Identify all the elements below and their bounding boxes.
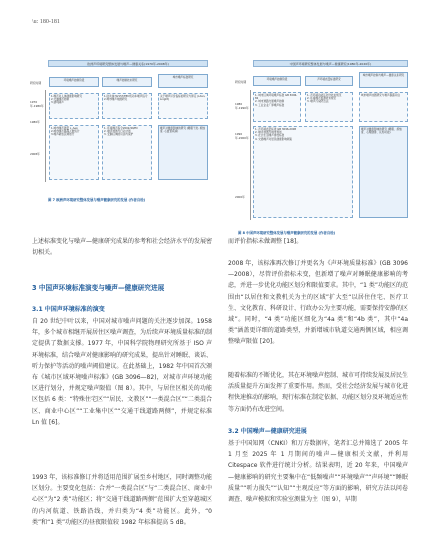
left-paragraph-2: 1993 年，该标准修订并将适用范围扩展至乡村地区，同时调整功能区划分。主要变化包括：合并“一类混合区”与“二类混合区、商业中心区”为“2 类”功能区；将“交通干线道路两侧”范围扩大至穿越城区的内河航道、铁路沿线，并归类为“4 类”功能区。此外，“0 类”和“1 类”功能区的昼夜限值较 1982 年标准提高 5 dB。: [32, 474, 212, 526]
figure-7-column-header: 噪声控制技术研究: [102, 77, 152, 87]
figure-7-column-header: 环境噪声控制阶段: [49, 77, 99, 87]
figure-8-period-label: 2000年: [235, 195, 245, 199]
figure-8-column-header: 城市噪声控制与噪声—健康关系研究: [359, 72, 408, 88]
figure-7: [30, 60, 210, 195]
figure-8: [235, 60, 410, 230]
figure-7-box: 1. 环境噪声指令2002/49/EC 2. 噪声地图与行动计划 3. 安静区域的识别与保护: [102, 125, 152, 180]
right-paragraph-0: 而评价指标未做调整 [18]。: [228, 238, 303, 245]
figure-7-period-label: 1980年: [30, 120, 40, 124]
figure-8-header-row-label: 研究时期: [235, 80, 247, 84]
figure-7-box: 1.欧共体70/157/EEC机动车噪声指令 2.城市噪声地图研究: [102, 93, 152, 119]
figure-8-period-label: 1990年-2000年: [235, 132, 249, 140]
subsection-3-1-heading: 3.1 中国声环境标准的演变: [32, 306, 105, 313]
figure-7-column-header: 城市噪声标准研究: [158, 74, 208, 88]
section-3-heading: 3 中国声环境标准演变与噪声—健康研究进展: [32, 284, 165, 292]
figure-8-box: 1. 城市区域环境噪声标准 GB 3096-82 2. 城市道路交通噪声控制 3. 工业企业厂界噪声标准: [253, 92, 301, 122]
figure-7-box: 噪声对健康影响的研究 (睡眠干扰, 烦恼度, 心血管疾病): [158, 125, 208, 180]
left-intro-paragraph: 上述标准变化与噪声—健康研究成果的参考和社会经济水平的发展密切相关。: [32, 238, 213, 257]
figure-7-header-row-label: 研究时期: [30, 81, 42, 85]
figure-8-timeline: [250, 90, 251, 220]
right-paragraph-1: 2008 年，该标准再次修订并更名为《声环境质量标准》(GB 3096—2008），尽管评价指标未变，但新增了噪声对睡眠健康影响的考虑，并进一步优化功能区划分和限值要求。其中，“1 类”功能区的范围由“以居住和文教机关为主的区域”扩大至“以居住住宅、医疗卫生、文化教育、科研设计、行政办公为主要功能，需要保持安静的区域”。同时，“4 类”功能区细化为“4a 类”和“4b 类”，其中“4a 类”涵盖更详细的道路类型，并新增城市轨道交通两侧区域，相应调整噪声限值 [20]。: [228, 260, 409, 346]
figure-7-box: 关于噪声评价指标的研究与界定 (Lden, Lnight): [158, 93, 208, 119]
figure-8-column-header: 环境噪声控制阶段: [253, 76, 301, 86]
page-header: \u: 180-181: [32, 19, 60, 25]
right-paragraph-3: 基于中国知网（CNKI）和万方数据库，笔者汇总并筛选了 2005 年 1 月至 2025 年 1 月期间的噪声—健康相关文献，并利用 Citespace 软件进行统计分析。结果表明，近 20 年来，中国噪声—健康影响的研究主要集中在“低频噪声”“环境噪声”“声环境”“睡眠质量”“听力损失”“认知”“主观反应”等方面的影响，研究方法以问卷调查、噪声模拟和实验室测量为主（图 9），早期: [228, 440, 408, 504]
left-paragraph-1: 自 20 世纪中叶以来，中国对城市噪声问题的关注逐步加深。1958 年，多个城市相继开展居住区噪声调查，为后续声环境质量标准的制定提供了数据支撑。1977 年，中国科学院物理研究所基于 ISO 声环境标准，结合噪声对健康影响的研究成果，提出针对睡眠、谈话、听力保护等活动的噪声阈值建议。在此基础上，1982 年中国首次颁布《城市区域环境噪声标准》(GB 3096—82)，对城市声环境功能区进行划分，并规定噪声限值（图 8）。其中，与居住区相关的功能区包括 6 类：“特殊住宅区”“居民、文教区”“一类混合区”“二类混合区、商业中心区”“工业集中区”“交通干线道路两侧”，并规定标准 Ln 值 [6]。: [32, 318, 213, 426]
figure-8-column-header: 声环境质量标准研究: [305, 76, 353, 86]
figure-8-box: 1. 声环境功能区划分技术规范 2. 环境噪声监测技术规范 3. 噪声污染防治法: [305, 92, 353, 122]
figure-8-title: 中国声环境研究整体发展与噪声—健康研究(1980年-2020年): [253, 60, 408, 67]
figure-8-box: 城市噪声地图研究与噪声暴露评估: [359, 92, 408, 122]
figure-7-timeline: [45, 90, 46, 182]
figure-8-period-label: 1980年-1990年: [235, 102, 249, 110]
figure-7-caption: 图 7 欧洲声环境研究整体发展与噪声健康研究的发展 (作者自绘): [48, 198, 146, 202]
figure-7-period-label: 2008年: [30, 152, 40, 156]
figure-7-period-label: 1970年-1980年: [30, 100, 44, 108]
figure-7-title: 欧洲声环境研究整体发展与噪声—健康关系(1970年-2008年): [48, 60, 208, 67]
right-paragraph-2: 随着标准的不断优化，其在环境噪声控制、城市可持续发展及居民生活质量提升方面发挥了重要作用。然而，受社会经济发展与城市化进程快速推动的影响，现行标准在制定依据、功能区划分及环境适应性等方面仍有改进空间。: [228, 372, 409, 413]
figure-8-caption: 图 8 中国声环境研究整体发展与噪声健康研究的发展 (作者自绘): [238, 231, 336, 235]
figure-7-box: 1.噪声对人体健康影响研究 2.交通噪声控制 3.建筑隔声: [49, 93, 99, 119]
figure-7-box: 1.城市噪声测量 L_Aeq 2.城市噪声暴露人数统计 3.噪声敏感区域划分: [49, 125, 99, 180]
figure-8-box: 噪声对健康影响的研究 (睡眠、烦恼度、心理健康、认知功能): [359, 126, 408, 218]
figure-8-box: 1. 声环境质量标准 GB 3096-2008 2. 噪声地图与城市规划 3. 社会生活噪声排放标准 4. 交通噪声对居民健康影响调查: [253, 126, 353, 218]
subsection-3-2-heading: 3.2 中国噪声—健康研究进展: [228, 428, 307, 435]
